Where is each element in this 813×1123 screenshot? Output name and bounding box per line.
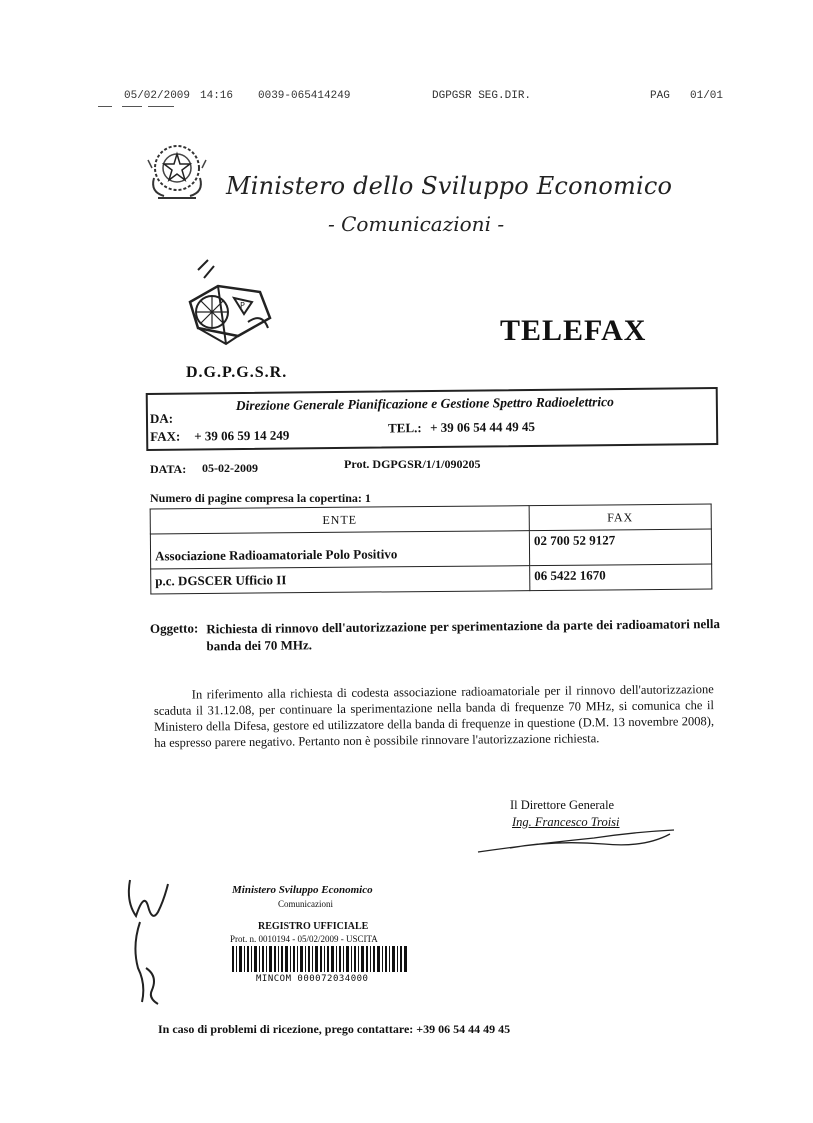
recipients-table [150,504,713,595]
scan-mark [122,106,142,107]
tel-label: TEL.: [388,420,422,436]
sender-box [146,387,719,451]
contact-note: In caso di problemi di ricezione, prego contattare: +39 06 54 44 49 45 [158,1022,511,1036]
signature-name: Ing. Francesco Troisi [512,815,620,829]
recipient-ente: p.c. DGSCER Ufficio II [151,566,530,594]
fax-sender-number: 0039-065414249 [258,90,351,102]
subject-block [150,615,720,655]
subject-label: Oggetto: [149,620,199,636]
subject-layout [150,615,720,655]
ministry-name: Ministero dello Sviluppo Economico [226,172,673,200]
fax-value: + 39 06 59 14 249 [194,427,290,444]
document-type-title: TELEFAX [500,314,647,347]
stamp-registry: REGISTRO UFFICIALE [258,921,369,932]
fax-page-label: PAG [650,90,670,102]
pages-count [150,491,371,506]
stamp-protocol: Prot. n. 0010194 - 05/02/2009 - USCITA [230,934,378,944]
fax-sender-id: DGPGSR SEG.DIR. [432,90,532,102]
handwritten-signature-icon [474,822,684,858]
recipient-ente: Associazione Radioamatoriale Polo Positivo [150,531,529,569]
republic-emblem-icon [146,138,208,204]
fax-page: 01/01 [690,90,724,102]
dgpgsr-logo-icon [178,252,274,352]
body-paragraph: In riferimento alla richiesta di codesta associazione radioamatoriale per il rinnovo dell'autorizzazione scaduta il 31.12.08, per continuare la sperimentazione nella banda di frequenze 70 MHz, si comunica che il Ministero della Difesa, gestore ed utilizzatore della banda di frequenze in questione (D.M. 13 novembre 2008), ha espresso parere negativo. Pertanto non è possibile rinnovare l'autorizzazione richiesta. [153,682,715,750]
recipient-fax: 06 5422 1670 [530,564,712,591]
scan-mark [98,106,112,107]
tel-value: + 39 06 54 44 49 45 [430,418,536,436]
stamp-ministry: Ministero Sviluppo Economico [232,884,373,896]
fax-transmission-header [0,90,813,106]
from-label: DA: [149,410,174,426]
fax-time: 14:16 [200,90,234,102]
protocol-number: Prot. DGPGSR/1/1/090205 [344,457,481,471]
barcode-icon [232,946,408,972]
scan-mark [148,106,174,107]
recipient-fax: 02 700 52 9127 [529,529,711,566]
from-value: Direzione Generale Pianificazione e Gestione Spettro Radioelettrico [235,394,614,414]
fax-label: FAX: [150,428,181,444]
pages-value: 1 [364,491,371,505]
column-header-fax: FAX [529,504,711,531]
fax-date: 05/02/2009 [124,90,191,102]
initials-scribble-icon [118,872,184,1010]
date-label: DATA: [150,462,187,476]
barcode-number: MINCOM 000072034000 [256,974,369,984]
table-row [151,564,712,594]
date-value: 05-02-2009 [202,461,258,475]
column-header-ente: ENTE [150,506,529,534]
department-code: D.G.P.G.S.R. [186,364,288,381]
stamp-department: Comunicazioni [278,899,333,909]
subject-text: Richiesta di rinnovo dell'autorizzazione per sperimentazione da parte dei radioamatori nella banda dei 70 MHz. [206,616,720,654]
pages-label: Numero di pagine compresa la copertina: [150,491,362,505]
department-name: - Comunicazioni - [328,212,505,236]
svg-text:P: P [240,301,245,310]
signature-title: Il Direttore Generale [510,798,615,812]
table-row [150,529,711,569]
